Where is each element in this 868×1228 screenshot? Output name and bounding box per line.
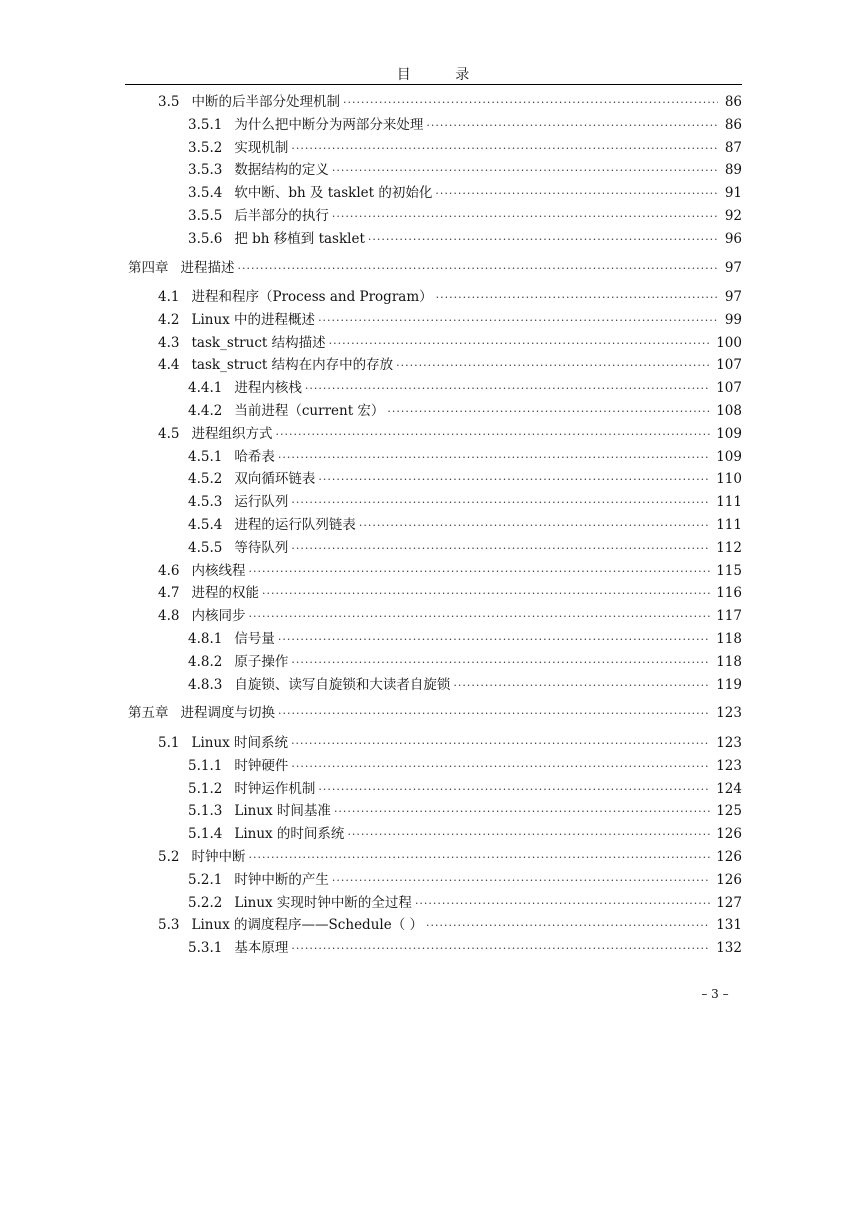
toc-entry[interactable] <box>125 377 742 400</box>
toc-entry[interactable] <box>125 400 742 423</box>
toc-entry[interactable] <box>125 114 742 137</box>
toc-entry-page: 110 <box>716 471 742 488</box>
toc-dot-leader <box>387 401 710 424</box>
toc-dot-leader <box>332 870 710 893</box>
toc-entry-title: Linux 的时间系统 <box>234 826 345 843</box>
toc-entry[interactable] <box>125 605 742 628</box>
toc-entry-number: 5.1 <box>158 734 180 751</box>
toc-dot-leader <box>291 538 710 561</box>
toc-dot-leader <box>278 703 710 726</box>
toc-dot-leader <box>415 893 710 916</box>
toc-entry-title: 把 bh 移植到 tasklet <box>234 230 365 247</box>
toc-entry-number: 4.4 <box>158 357 180 374</box>
toc-entry-number: 4.3 <box>158 334 180 351</box>
toc-entry-number: 5.2 <box>158 848 180 865</box>
toc-entry-page: 117 <box>716 608 742 625</box>
toc-entry-number: 4.5.5 <box>188 539 223 556</box>
header-rule <box>125 84 742 85</box>
toc-entry-number: 5.3.1 <box>188 940 223 957</box>
toc-dot-leader <box>318 310 718 333</box>
toc-entry-page: 127 <box>716 894 742 911</box>
toc-entry-title: 基本原理 <box>234 940 289 957</box>
toc-entry-number: 第四章 <box>128 259 169 276</box>
toc-entry-title: 实现机制 <box>234 139 289 156</box>
toc-entry-number: 5.2.2 <box>188 894 223 911</box>
toc-entry-page: 86 <box>724 116 742 133</box>
toc-dot-leader <box>453 675 710 698</box>
toc-entry-number: 第五章 <box>128 705 169 722</box>
toc-entry[interactable] <box>125 205 742 228</box>
toc-entry-number: 4.8.2 <box>188 653 223 670</box>
toc-dot-leader <box>426 115 718 138</box>
toc-chapter-entry[interactable] <box>125 257 742 281</box>
toc-entry-title: 时钟中断 <box>191 848 246 865</box>
toc-entry-page: 100 <box>716 334 742 351</box>
toc-entry[interactable] <box>125 537 742 560</box>
toc-entry[interactable] <box>125 286 742 309</box>
toc-entry-number: 4.8.1 <box>188 631 223 648</box>
toc-entry-number: 5.1.4 <box>188 826 223 843</box>
toc-dot-leader <box>238 258 719 281</box>
toc-entry-number: 4.8.3 <box>188 676 223 693</box>
toc-dot-leader <box>278 447 710 470</box>
toc-entry-number: 3.5.4 <box>188 185 223 202</box>
toc-entry-title: 进程内核栈 <box>234 380 302 397</box>
toc-entry-number: 4.5.4 <box>188 517 223 534</box>
toc-entry-title: 当前进程（current 宏） <box>234 403 385 420</box>
toc-entry-number: 4.5.1 <box>188 448 223 465</box>
toc-dot-leader <box>347 824 710 847</box>
toc-entry[interactable] <box>125 468 742 491</box>
toc-entry-number: 5.3 <box>158 917 180 934</box>
toc-entry-title: 数据结构的定义 <box>234 162 329 179</box>
toc-entry-title: Linux 的调度程序——Schedule（ ） <box>191 917 423 934</box>
toc-dot-leader <box>343 92 718 115</box>
toc-entry-page: 109 <box>716 425 742 442</box>
toc-entry-title: 进程组织方式 <box>191 425 273 442</box>
toc-dot-leader <box>329 333 711 356</box>
toc-dot-leader <box>396 355 710 378</box>
toc-entry-page: 119 <box>716 676 742 693</box>
toc-entry-title: 时钟运作机制 <box>234 780 316 797</box>
toc-dot-leader <box>275 424 710 447</box>
toc-entry-title: 信号量 <box>234 631 275 648</box>
toc-entry-page: 123 <box>716 734 742 751</box>
toc-entry[interactable] <box>125 937 742 960</box>
toc-dot-leader <box>291 938 710 961</box>
toc-dot-leader <box>436 287 718 310</box>
toc-entry-page: 126 <box>716 848 742 865</box>
toc-entry-number: 4.1 <box>158 289 180 306</box>
toc-entry-number: 3.5.1 <box>188 116 223 133</box>
toc-dot-leader <box>332 206 718 229</box>
page-number: – 3 – <box>701 987 729 1001</box>
toc-dot-leader <box>359 515 710 538</box>
toc-dot-leader <box>435 183 718 206</box>
toc-dot-leader <box>291 733 710 756</box>
toc-entry-page: 99 <box>724 311 742 328</box>
toc-entry-page: 126 <box>716 826 742 843</box>
toc-entry[interactable] <box>125 332 742 355</box>
toc-dot-leader <box>248 847 710 870</box>
toc-entry[interactable] <box>125 732 742 755</box>
toc-entry[interactable] <box>125 309 742 332</box>
toc-entry-page: 96 <box>724 230 742 247</box>
toc-entry-title: 时钟中断的产生 <box>234 871 329 888</box>
toc-entry[interactable] <box>125 423 742 446</box>
toc-dot-leader <box>305 378 710 401</box>
toc-entry-page: 123 <box>716 757 742 774</box>
toc-entry-number: 4.4.1 <box>188 380 223 397</box>
toc-entry-number: 3.5.2 <box>188 139 223 156</box>
toc-dot-leader <box>426 915 710 938</box>
toc-entry[interactable] <box>125 914 742 937</box>
toc-entry-page: 115 <box>716 562 742 579</box>
toc-entry-page: 92 <box>724 207 742 224</box>
toc-entry[interactable] <box>125 582 742 605</box>
toc-entry-number: 4.5 <box>158 425 180 442</box>
toc-entry-title: 为什么把中断分为两部分来处理 <box>234 116 424 133</box>
toc-entry-page: 108 <box>716 403 742 420</box>
toc-entry[interactable] <box>125 755 742 778</box>
toc-entry-page: 97 <box>724 259 742 276</box>
toc-entry-number: 4.2 <box>158 311 180 328</box>
toc-entry-number: 5.2.1 <box>188 871 223 888</box>
toc-entry-page: 111 <box>716 494 742 511</box>
toc-dot-leader <box>262 583 710 606</box>
toc-entry-page: 112 <box>716 539 742 556</box>
toc-entry[interactable] <box>125 651 742 674</box>
toc-dot-leader <box>291 756 710 779</box>
toc-entry[interactable] <box>125 674 742 697</box>
toc-entry-title: 哈希表 <box>234 448 275 465</box>
toc-entry-title: 进程的运行队列链表 <box>234 517 356 534</box>
toc-entry-page: 124 <box>716 780 742 797</box>
page-header-title: 目 录 <box>396 67 490 83</box>
toc-entry-title: 进程和程序（Process and Program） <box>191 289 433 306</box>
toc-entry-title: task_struct 结构在内存中的存放 <box>191 357 394 374</box>
toc-entry-title: 运行队列 <box>234 494 289 511</box>
toc-entry-number: 4.7 <box>158 585 180 602</box>
toc-entry-title: task_struct 结构描述 <box>191 334 326 351</box>
toc-entry[interactable] <box>125 446 742 469</box>
toc-entry[interactable] <box>125 892 742 915</box>
toc-entry[interactable] <box>125 846 742 869</box>
toc-entry-page: 118 <box>716 631 742 648</box>
toc-dot-leader <box>368 229 718 252</box>
toc-dot-leader <box>248 606 710 629</box>
toc-dot-leader <box>334 801 710 824</box>
toc-chapter-entry[interactable] <box>125 702 742 726</box>
toc-entry-title: Linux 时间基准 <box>234 803 331 820</box>
toc-entry[interactable] <box>125 869 742 892</box>
toc-entry-title: 内核同步 <box>191 608 246 625</box>
toc-dot-leader <box>291 138 718 161</box>
toc-entry[interactable] <box>125 182 742 205</box>
toc-entry-page: 86 <box>724 94 742 110</box>
toc-entry[interactable] <box>125 137 742 160</box>
toc-entry-page: 116 <box>716 585 742 602</box>
toc-entry-title: 软中断、bh 及 tasklet 的初始化 <box>234 185 433 202</box>
toc-entry[interactable] <box>125 91 742 114</box>
toc-entry-number: 4.5.2 <box>188 471 223 488</box>
toc-entry-title: 时钟硬件 <box>234 757 289 774</box>
toc-entry-page: 132 <box>716 940 742 957</box>
toc-dot-leader <box>291 652 710 675</box>
toc-entry-page: 118 <box>716 653 742 670</box>
toc-entry[interactable] <box>125 228 742 251</box>
toc-entry[interactable] <box>125 354 742 377</box>
toc-entry[interactable] <box>125 823 742 846</box>
toc-entry-page: 111 <box>716 517 742 534</box>
toc-entry[interactable] <box>125 514 742 537</box>
toc-entry-number: 5.1.3 <box>188 803 223 820</box>
toc-dot-leader <box>318 469 710 492</box>
toc-entry-title: 双向循环链表 <box>234 471 316 488</box>
toc-entry[interactable] <box>125 800 742 823</box>
toc-entry-title: 自旋锁、读写自旋锁和大读者自旋锁 <box>234 676 451 693</box>
toc-entry-title: 等待队列 <box>234 539 289 556</box>
toc-entry[interactable] <box>125 778 742 801</box>
toc-entry-number: 3.5.5 <box>188 207 223 224</box>
toc-entry-number: 3.5 <box>158 94 180 110</box>
toc-entry[interactable] <box>125 159 742 182</box>
toc-entry-page: 89 <box>724 162 742 179</box>
toc-entry-title: 后半部分的执行 <box>234 207 329 224</box>
toc-entry-number: 4.4.2 <box>188 403 223 420</box>
toc-entry-number: 4.8 <box>158 608 180 625</box>
toc-entry[interactable] <box>125 491 742 514</box>
toc-entry-title: 中断的后半部分处理机制 <box>191 94 340 110</box>
toc-entry[interactable] <box>125 628 742 651</box>
toc-entry-page: 123 <box>716 705 742 722</box>
toc-entry-page: 97 <box>724 289 742 306</box>
toc-entry-page: 107 <box>716 357 742 374</box>
table-of-contents <box>125 91 742 960</box>
toc-entry-title: 进程描述 <box>180 259 235 276</box>
toc-entry-title: 进程的权能 <box>191 585 259 602</box>
toc-entry-number: 3.5.3 <box>188 162 223 179</box>
toc-entry-page: 126 <box>716 871 742 888</box>
toc-entry-number: 4.6 <box>158 562 180 579</box>
toc-dot-leader <box>318 779 710 802</box>
toc-entry[interactable] <box>125 560 742 583</box>
toc-entry-page: 91 <box>724 185 742 202</box>
toc-entry-number: 4.5.3 <box>188 494 223 511</box>
toc-entry-page: 131 <box>716 917 742 934</box>
toc-entry-page: 107 <box>716 380 742 397</box>
toc-entry-title: Linux 中的进程概述 <box>191 311 316 328</box>
toc-entry-title: Linux 时间系统 <box>191 734 289 751</box>
toc-entry-page: 125 <box>716 803 742 820</box>
toc-entry-title: 内核线程 <box>191 562 246 579</box>
toc-entry-title: Linux 实现时钟中断的全过程 <box>234 894 412 911</box>
toc-entry-title: 原子操作 <box>234 653 289 670</box>
toc-entry-number: 5.1.1 <box>188 757 223 774</box>
toc-dot-leader <box>291 492 710 515</box>
toc-entry-title: 进程调度与切换 <box>180 705 275 722</box>
toc-entry-page: 87 <box>724 139 742 156</box>
toc-entry-page: 109 <box>716 448 742 465</box>
toc-dot-leader <box>248 561 710 584</box>
toc-dot-leader <box>278 629 710 652</box>
toc-entry-number: 3.5.6 <box>188 230 223 247</box>
toc-dot-leader <box>332 160 718 183</box>
toc-entry-number: 5.1.2 <box>188 780 223 797</box>
